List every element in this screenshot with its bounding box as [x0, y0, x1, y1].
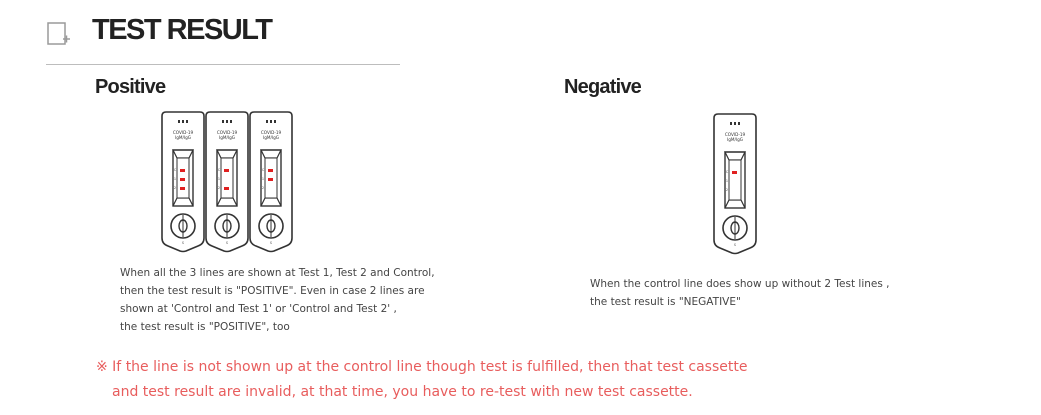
- document-add-icon: [47, 22, 71, 46]
- note-line-2: and test result are invalid, at that time, you have to re-test with new test cassette.: [112, 384, 693, 400]
- negative-heading: Negative: [564, 76, 641, 98]
- control-line: [180, 169, 185, 172]
- note-line-1: ※ If the line is not shown up at the control line though test is fulfilled, then that test cassette: [96, 359, 748, 375]
- test-cassette: [206, 112, 248, 252]
- positive-description: [120, 264, 435, 336]
- test-cassette: [714, 114, 756, 254]
- control-line: [268, 169, 273, 172]
- description-line: the test result is "NEGATIVE": [590, 296, 741, 308]
- description-line: When the control line does show up without 2 Test lines ,: [590, 278, 890, 290]
- title-divider: [46, 64, 400, 65]
- test-cassette: [250, 112, 292, 252]
- test2-line: [180, 187, 185, 190]
- positive-cassettes-illustration: [160, 110, 294, 254]
- control-line: [224, 169, 229, 172]
- control-line: [732, 171, 737, 174]
- test1-line: [180, 178, 185, 181]
- description-line: When all the 3 lines are shown at Test 1, Test 2 and Control,: [120, 267, 435, 279]
- invalid-result-note: [96, 355, 747, 405]
- description-line: the test result is "POSITIVE", too: [120, 321, 290, 333]
- test2-line: [224, 187, 229, 190]
- page-title: TEST RESULT: [92, 14, 272, 46]
- description-line: shown at 'Control and Test 1' or 'Control and Test 2' ,: [120, 303, 397, 315]
- test1-line: [268, 178, 273, 181]
- test-cassette: [162, 112, 204, 252]
- negative-cassette-illustration: [712, 112, 758, 256]
- description-line: then the test result is "POSITIVE". Even in case 2 lines are: [120, 285, 425, 297]
- negative-description: [590, 275, 890, 311]
- positive-heading: Positive: [95, 76, 166, 98]
